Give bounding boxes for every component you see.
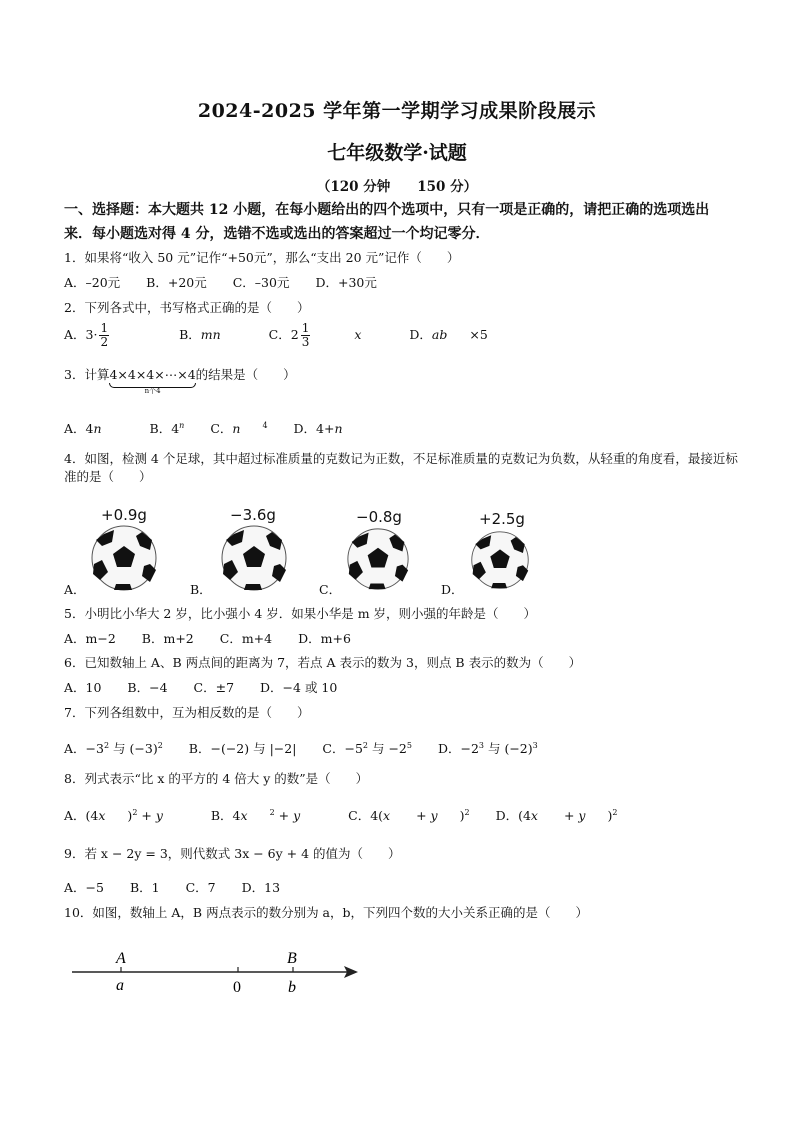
option-a: A．3· $\frac{1}{2}$ bbox=[64, 321, 109, 349]
option-b: B．4$^n$ bbox=[149, 421, 185, 437]
question-1-options bbox=[64, 274, 399, 292]
question-4: 4．如图，检测 4 个足球，其中超过标准质量的克数记为正数，不足标准质量的克数记为负数，从轻重的角度看，最接近标准的是（ ） bbox=[64, 451, 738, 484]
option-c: C．7 bbox=[185, 880, 216, 895]
option-d: D．$-2^3$ 与 $(-2)^3$ bbox=[437, 741, 538, 757]
soccer-ball-d-icon bbox=[470, 530, 530, 590]
soccer-ball-c-icon bbox=[346, 527, 410, 591]
question-8: 8．列式表示“比 x 的平方的 4 倍大 y 的数”是（ ） bbox=[64, 771, 369, 786]
option-b: B．+20元 bbox=[146, 275, 207, 290]
option-c: C．2 $\frac{1}{3}$ x bbox=[268, 321, 362, 349]
option-c: C．–30元 bbox=[232, 275, 290, 290]
option-d: D．ab ×5 bbox=[409, 327, 488, 342]
value-a-label: a bbox=[116, 977, 124, 994]
question-5-options bbox=[64, 630, 373, 648]
option-b: B．1 bbox=[129, 880, 160, 895]
ball-d-letter: D． bbox=[441, 582, 464, 597]
exam-title: 2024-2025 学年第一学期学习成果阶段展示 bbox=[197, 100, 597, 122]
ball-c-label: −0.8g bbox=[356, 508, 402, 526]
option-b: B．−(−2) 与 |−2| bbox=[188, 741, 297, 757]
option-d: D．+30元 bbox=[315, 275, 377, 290]
option-a: A．10 bbox=[64, 680, 102, 695]
point-b-label: B bbox=[287, 950, 297, 967]
ball-d-label: +2.5g bbox=[479, 510, 525, 528]
question-1: 1．如果将“收入 50 元”记作“+50元”，那么“支出 20 元”记作（ ） bbox=[64, 250, 460, 265]
zero-label: 0 bbox=[233, 979, 241, 996]
option-b: B．mn bbox=[179, 327, 221, 342]
question-3: 3．计算4×4×4×⋯×4 n个4 的结果是（ ） bbox=[64, 367, 296, 395]
value-b-label: b bbox=[288, 979, 296, 996]
option-b: B．−4 bbox=[127, 680, 168, 695]
question-9-options bbox=[64, 879, 302, 897]
soccer-ball-b-icon bbox=[220, 524, 288, 592]
number-line bbox=[66, 945, 366, 1001]
option-b: B．4x $^2$ + y bbox=[210, 808, 301, 824]
product-expression: 4×4×4×⋯×4 bbox=[109, 367, 196, 382]
question-3-options bbox=[64, 417, 387, 438]
ball-b-letter: B． bbox=[190, 582, 212, 597]
question-7: 7．下列各组数中，互为相反数的是（ ） bbox=[64, 705, 310, 720]
time-score: （120 分钟 150 分） bbox=[316, 179, 478, 195]
option-d: D．13 bbox=[241, 880, 281, 895]
option-a: A．−5 bbox=[64, 880, 104, 895]
option-c: C．4(x + y )$^2$ bbox=[348, 808, 470, 824]
question-2: 2．下列各式中，书写格式正确的是（ ） bbox=[64, 300, 310, 315]
option-a: A．(4x )$^2$ + y bbox=[64, 808, 163, 824]
ball-c-letter: C． bbox=[319, 582, 342, 597]
ball-a-label: +0.9g bbox=[101, 506, 147, 524]
question-9: 9．若 x − 2y = 3，则代数式 3x − 6y + 4 的值为（ ） bbox=[64, 846, 401, 861]
question-2-options bbox=[64, 322, 510, 349]
option-c: C．m+4 bbox=[219, 631, 273, 646]
soccer-ball-a-icon bbox=[90, 524, 158, 592]
option-c: C．±7 bbox=[193, 680, 235, 695]
option-a: A．–20元 bbox=[64, 275, 121, 290]
option-c: C．$-5^2$ 与 $-2^5$ bbox=[322, 741, 412, 757]
ball-b-label: −3.6g bbox=[230, 506, 276, 524]
option-a: A．4n bbox=[64, 421, 102, 437]
question-10: 10．如图，数轴上 A，B 两点表示的数分别为 a，b，下列四个数的大小关系正确的是（ ） bbox=[64, 905, 588, 920]
exam-subtitle: 七年级数学·试题 bbox=[327, 142, 467, 164]
ball-a-letter: A． bbox=[64, 582, 86, 597]
question-6: 6．已知数轴上 A、B 两点间的距离为 7，若点 A 表示的数为 3，则点 B 表示的数为（ ） bbox=[64, 655, 582, 670]
question-7-options bbox=[64, 737, 560, 758]
question-6-options bbox=[64, 679, 359, 697]
point-a-label: A bbox=[116, 950, 126, 967]
section-instructions: 一、选择题：本大题共 12 小题，在每小题给出的四个选项中，只有一项是正确的，请把正确的选项选出来．每小题选对得 4 分，选错不选或选出的答案超过一个均记零分． bbox=[64, 202, 710, 242]
option-d: D．4+n bbox=[293, 421, 343, 437]
option-a: A．m−2 bbox=[64, 631, 116, 646]
brace-label: n个4 bbox=[144, 387, 161, 395]
option-c: C．n $^4$ bbox=[210, 421, 268, 437]
option-b: B．m+2 bbox=[141, 631, 194, 646]
question-5: 5．小明比小华大 2 岁，比小强小 4 岁．如果小华是 m 岁，则小强的年龄是（ ） bbox=[64, 606, 537, 621]
option-d: D．m+6 bbox=[298, 631, 351, 646]
option-d: D．−4 或 10 bbox=[260, 680, 338, 695]
option-d: D．(4x + y )$^2$ bbox=[495, 808, 618, 824]
option-a: A．$-3^2$ 与 $(-3)^2$ bbox=[64, 741, 163, 757]
question-8-options bbox=[64, 804, 639, 825]
